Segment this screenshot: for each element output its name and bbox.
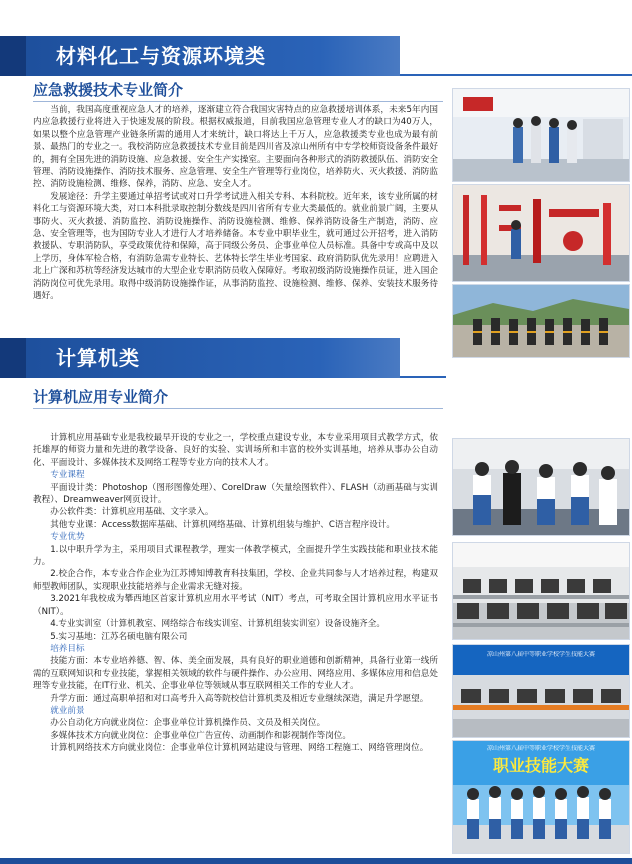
section1-subtitle: 应急救援技术专业简介 <box>33 81 184 99</box>
section1-title-bar <box>0 36 400 76</box>
section2-paragraph: 2.校企合作，本专业合作企业为江苏博知博教育科技集团，学校、企业共同参与人才培养过程，构建双师型教师团队，实现职业技能培养与企业需求无缝对接。 <box>33 569 438 592</box>
section2-paragraph: 4.专业实训室（计算机教室、网络综合布线实训室、计算机组装实训室）设备设施齐全。 <box>50 619 385 630</box>
photo-computer-classroom <box>452 542 630 640</box>
photo-training-room <box>452 88 630 182</box>
photo-skills-competition <box>452 740 630 854</box>
section2-paragraph: 办公自动化方向就业岗位：企事业单位计算机操作员、文员及相关岗位。 <box>50 718 326 729</box>
section1-paragraph-1: 当前，我国高度重视应急人才的培养，逐渐建立符合我国灾害特点的应急救援培训体系，未来5年内国内应急救援行业将进入于快速发展的阶段。根据权威报道，目前我国应急管理专业人才的缺口为40万人，如果以整个应急管理产业链条所需的通用人才来统计，缺口将达上千万人，应急救援类专业也成为最有前景、最热门的专业之一。我校消防应急救援技术专业目前是四川省及凉山州所有中专学校师资设备条件最好的，拥有全国先进的消防设施、应急救援、安全生产实操室。主要面向各种形式的消防救援队伍、消防安全管理、消防设施操作、消防技术服务、应急管理、安全生产管理等行业岗位，培养防火、灭火救援、消防监控、消防设施检测、维修、保养，消防、应急、安全人才。 <box>33 105 438 190</box>
section1-paragraph-2: 发展途径：升学主要通过单招考试或对口升学考试进入相关专科、本科院校。近年来，该专业所属的材料化工与资源环境大类，对口本科批录取控制分数线是四川省所有专业大类最低的。就业前景广阔，主要从事防火、灭火救援、消防监控、消防设施操作、消防设施检测、维修、保养消防设备生产制造，消防、应急、安全管理等，也为国防专业人才进行人才培养储备。本专业中职毕业生，就可通过公开招考，进入消防救援队、专职消防队，享受政策优待和保障，高于同级公务员、企事业单位人员标准。具备中专或高中及以上学历，身体军检合格，有消防急需专业特长、艺体特长学生毕业考国家、政府消防队优先录用！应聘进入北上广深和苏杭等经济发达城市的大型企业专职消防员收入保障好。考取初级消防设施操作员证，进入国企消防岗位可优先录用。取得中级消防设施操作证，从事消防监控、设施检测、维修、保养、安装技术服务待遇好。 <box>33 191 438 302</box>
section2-heading: 专业课程 <box>50 470 85 481</box>
section2-paragraph: 平面设计类：Photoshop（图形图像处理）、CorelDraw（矢量绘图软件）、FLASH（动画基础与实训教程）、Dreamweaver网页设计。 <box>33 482 438 506</box>
section2-paragraph: 升学方面：通过高职单招和对口高考升入高等院校信计算机类及相近专业继续深造，满足升学愿望。 <box>50 693 429 704</box>
section2-paragraph: 多媒体技术方向就业岗位：企事业单位广告宣传、动画制作和影视制作等岗位。 <box>50 730 351 741</box>
section2-title-underline <box>400 376 446 378</box>
section2-paragraph: 1.以中职升学为主，采用项目式课程教学，理实一体教学模式，全面提升学生实践技能和职业技术能力。 <box>33 544 438 568</box>
section1-body <box>33 104 438 303</box>
section2-paragraph: 3.2021年我校成为攀西地区首家计算机应用水平考试（NIT）考点，可考取全国计算机应用水平证书（NIT）。 <box>33 594 438 617</box>
section2-title-bar <box>0 338 400 378</box>
section2-subtitle: 计算机应用专业简介 <box>33 388 169 406</box>
competition-banner-text: 凉山州第八届中等职业学校学生技能大赛 <box>486 651 595 658</box>
title-bar-accent <box>0 338 26 378</box>
section2-paragraph: 计算机应用基础专业是我校最早开设的专业之一，学校重点建设专业，本专业采用项目式教学方式，依托雄厚的师资力量和先进的教学设备、良好的实验、实训场所和丰富的校外实训基地，培养从事办公自动化、平面设计、多媒体技术及网络工程等专业方向的技术人才。 <box>33 433 438 468</box>
section2-title: 计算机类 <box>56 346 140 370</box>
section1-title-underline <box>400 74 632 76</box>
photo-students-lab <box>452 438 630 536</box>
section2-paragraph: 其他专业课：Access数据库基础、计算机网络基础、计算机组装与维护、C语言程序设计。 <box>50 519 395 530</box>
photo-firefighters-outdoor <box>452 284 630 358</box>
section2-paragraph: 技能方面：本专业培养德、智、体、美全面发展，具有良好的职业道德和创新精神，具备行业第一线所需的互联网知识和专业技能，掌握相关领域的软件与硬件操作、办公应用、网络应用、多媒体应用和信息处理等专业技能，在IT行业、机关、企事业单位等领域从事互联网相关工作的专业人才。 <box>33 656 438 692</box>
section2-heading: 专业优势 <box>50 532 85 543</box>
section2-heading: 就业前景 <box>50 705 85 716</box>
section2-paragraph: 办公软件类：计算机应用基础、文字录入。 <box>50 507 214 518</box>
section2-paragraph: 5.实习基地：江苏名硕电脑有限公司 <box>50 631 188 642</box>
title-bar-accent <box>0 36 26 76</box>
photo-fire-equipment <box>452 184 630 282</box>
skills-banner-top: 凉山州第八届中等职业学校学生技能大赛 <box>486 745 595 752</box>
section1-subtitle-rule <box>33 101 443 102</box>
section2-body <box>33 432 438 755</box>
photo-competition-room <box>452 644 630 738</box>
section2-paragraph: 计算机网络技术方向就业岗位：企事业单位计算机网站建设与管理、网络工程施工、网络管理岗位。 <box>50 743 429 754</box>
skills-banner-main: 职业技能大赛 <box>492 756 589 775</box>
section1-title: 材料化工与资源环境类 <box>56 44 266 68</box>
section2-subtitle-rule <box>33 408 443 409</box>
section2-heading: 培养目标 <box>50 643 85 654</box>
page-footer-bar <box>0 858 632 864</box>
